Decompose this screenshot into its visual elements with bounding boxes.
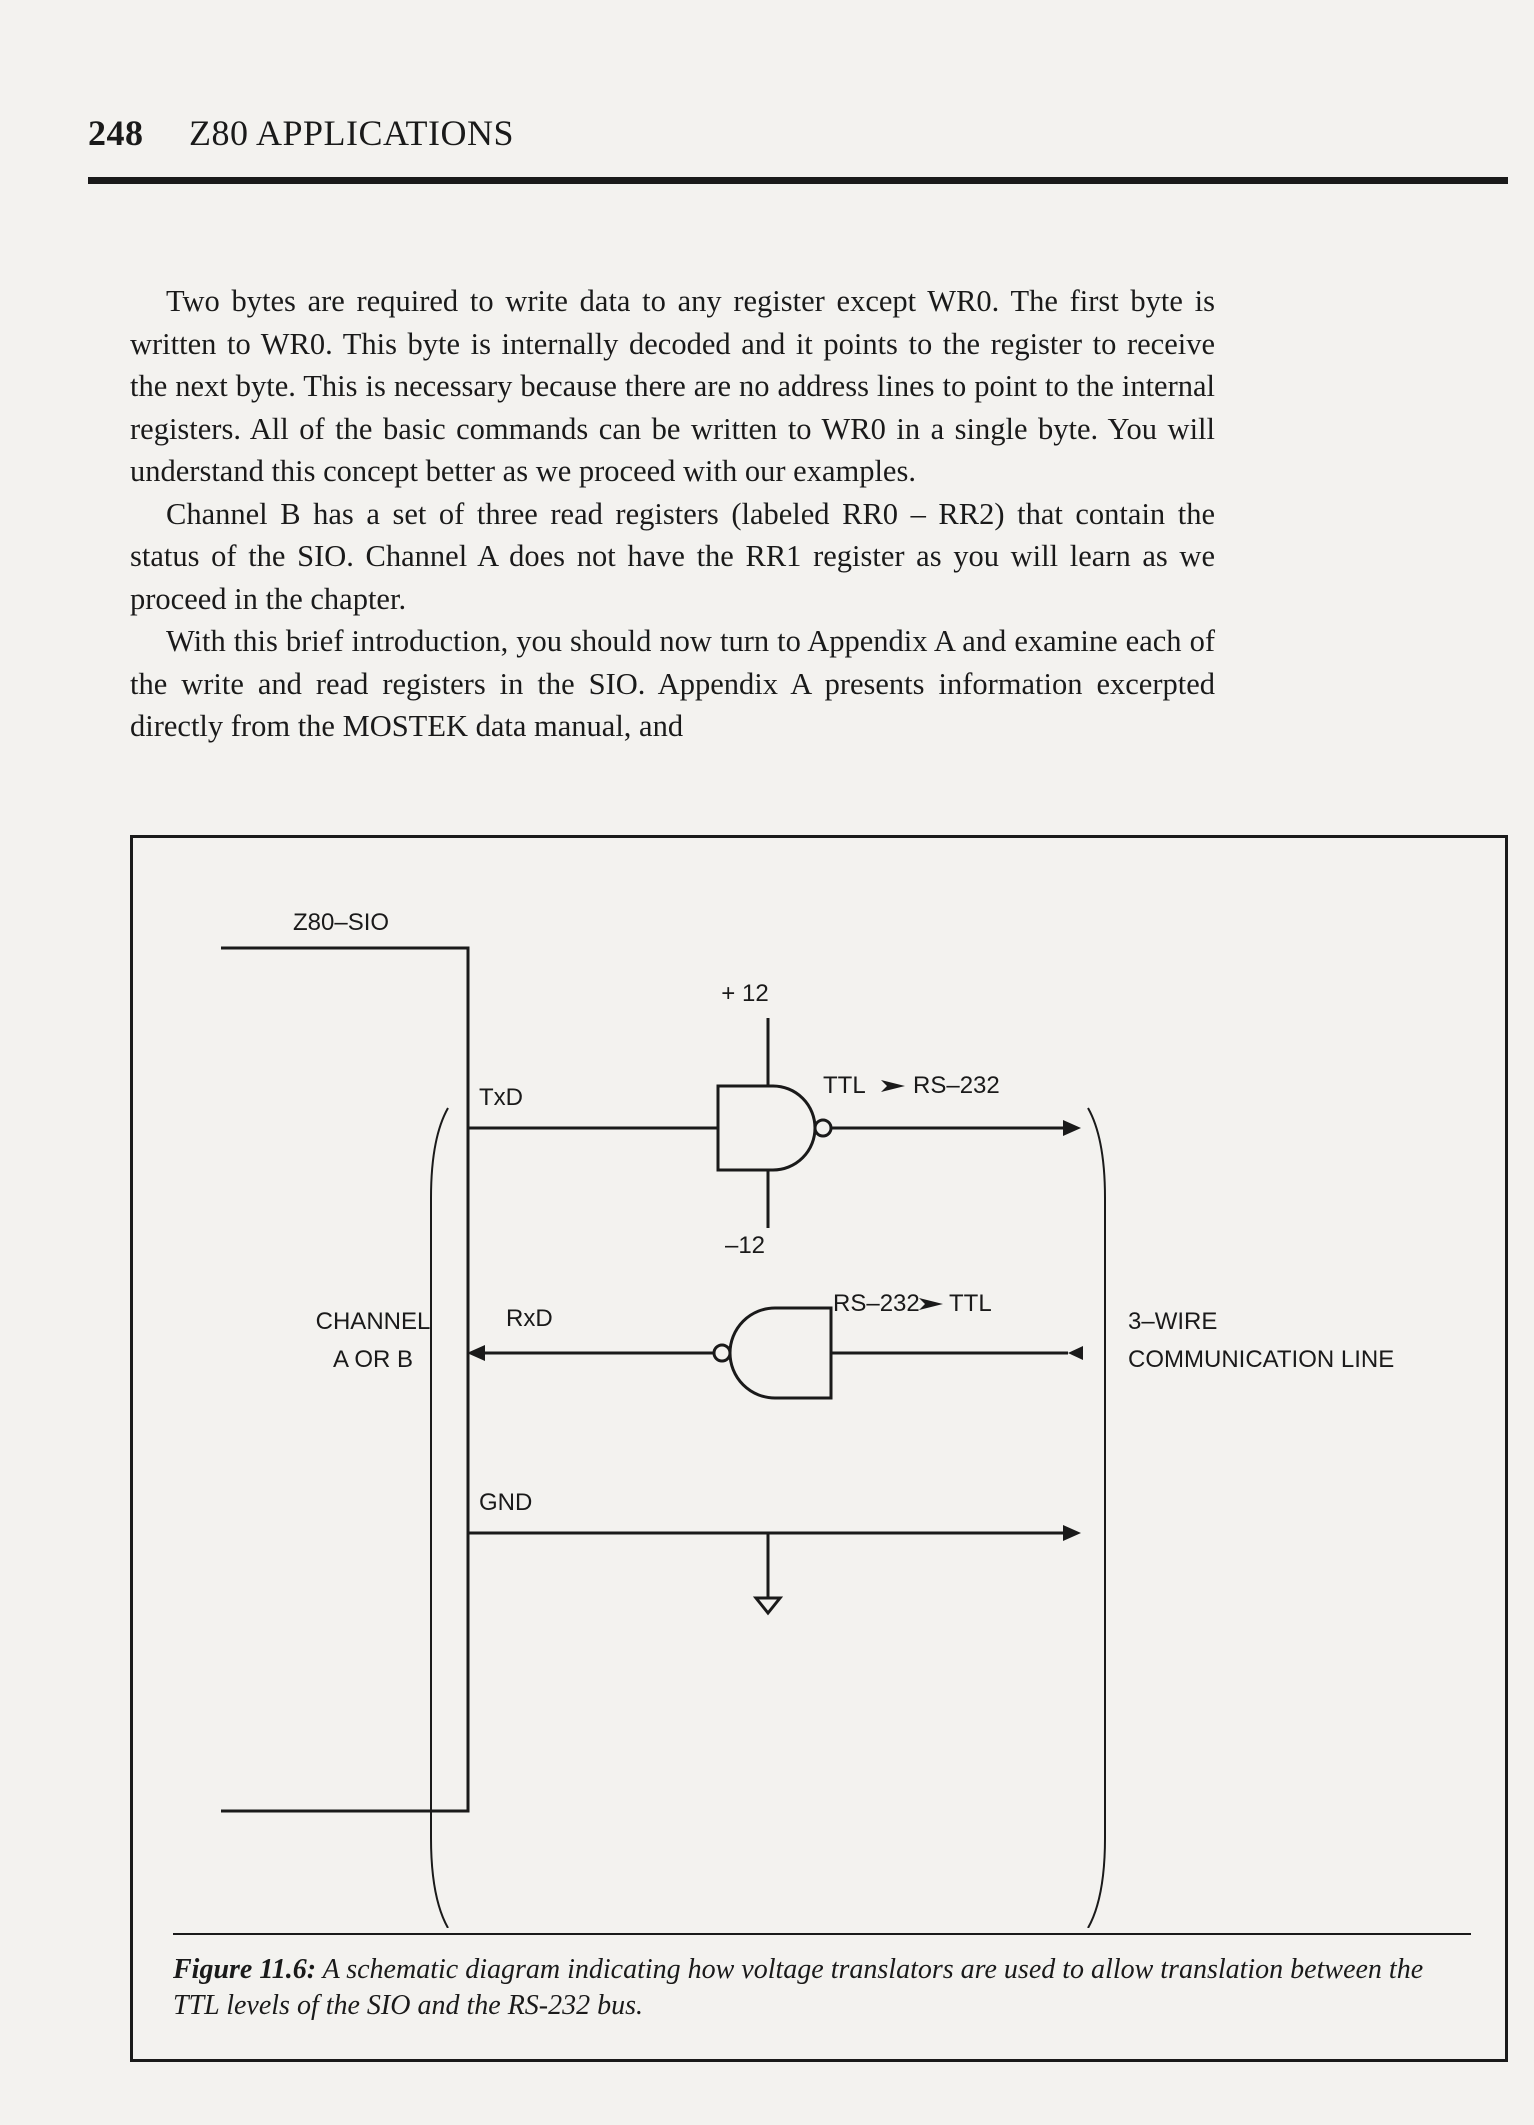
paragraph-3: With this brief introduction, you should now turn to Appendix A and examine each of the write and read registers in the SIO. Appendix A presents information excerpted directly from the MOSTEK data manual, and: [130, 624, 1215, 743]
label-wire-line1: 3–WIRE: [1128, 1308, 1218, 1335]
label-gnd: GND: [479, 1489, 533, 1516]
body-text: [130, 280, 1215, 748]
label-rs232-to-ttl-b: TTL: [949, 1290, 992, 1317]
paragraph-1: Two bytes are required to write data to any register except WR0. The first byte is written to WR0. This byte is internally decoded and it points to the register to receive the next byte. This is necessary because there are no address lines to point to the internal registers. All of the basic commands can be written to WR0 in a single byte. You will understand this concept better as we proceed with our examples.: [130, 284, 1215, 488]
schematic-diagram: [133, 838, 1505, 1928]
label-rs232-to-ttl-a: RS–232: [833, 1290, 920, 1317]
ttl-rs232-label-arrow: [881, 1080, 905, 1092]
caption-text: A schematic diagram indicating how voltage translators are used to allow translation between the TTL levels of the SIO and the RS-232 bus.: [173, 1954, 1424, 2021]
label-plus12: + 12: [721, 980, 769, 1007]
header-rule: [88, 177, 1508, 184]
left-brace: [431, 1108, 448, 1928]
page-number: 248: [88, 113, 144, 153]
tx-arrowhead: [1063, 1120, 1081, 1136]
label-minus12: –12: [724, 1232, 766, 1259]
figure-box: [130, 835, 1508, 2062]
gnd-arrowhead: [1063, 1525, 1081, 1541]
label-wire-line2: COMMUNICATION LINE: [1128, 1346, 1395, 1373]
label-rxd: RxD: [506, 1305, 553, 1332]
label-txd: TxD: [479, 1084, 523, 1111]
running-title: Z80 APPLICATIONS: [189, 113, 515, 153]
label-ttl-to-rs232-a: TTL: [823, 1072, 866, 1099]
rs232-to-ttl-gate: [730, 1308, 831, 1398]
label-chip: Z80–SIO: [293, 909, 390, 936]
ttl-to-rs232-bubble: [815, 1120, 831, 1136]
rs232-ttl-label-arrow: [919, 1298, 943, 1310]
right-brace: [1088, 1108, 1105, 1928]
ground-symbol: [756, 1598, 780, 1613]
ttl-to-rs232-gate: [718, 1086, 815, 1170]
running-header: [88, 112, 514, 154]
rs232-to-ttl-bubble: [714, 1345, 730, 1361]
label-channel-line2: A OR B: [332, 1346, 414, 1373]
caption-label: Figure 11.6:: [173, 1954, 317, 1985]
label-ttl-to-rs232-b: RS–232: [913, 1072, 1000, 1099]
caption-rule: [173, 1933, 1471, 1935]
label-channel-line1: CHANNEL: [315, 1308, 431, 1335]
paragraph-2: Channel B has a set of three read registers (labeled RR0 – RR2) that contain the status of the SIO. Channel A does not have the RR1 register as you will learn as we proceed in the chapter.: [130, 496, 1215, 616]
rx-in-arrowhead: [1068, 1346, 1083, 1360]
rxd-arrowhead: [467, 1345, 485, 1361]
figure-caption: [173, 1952, 1473, 2024]
